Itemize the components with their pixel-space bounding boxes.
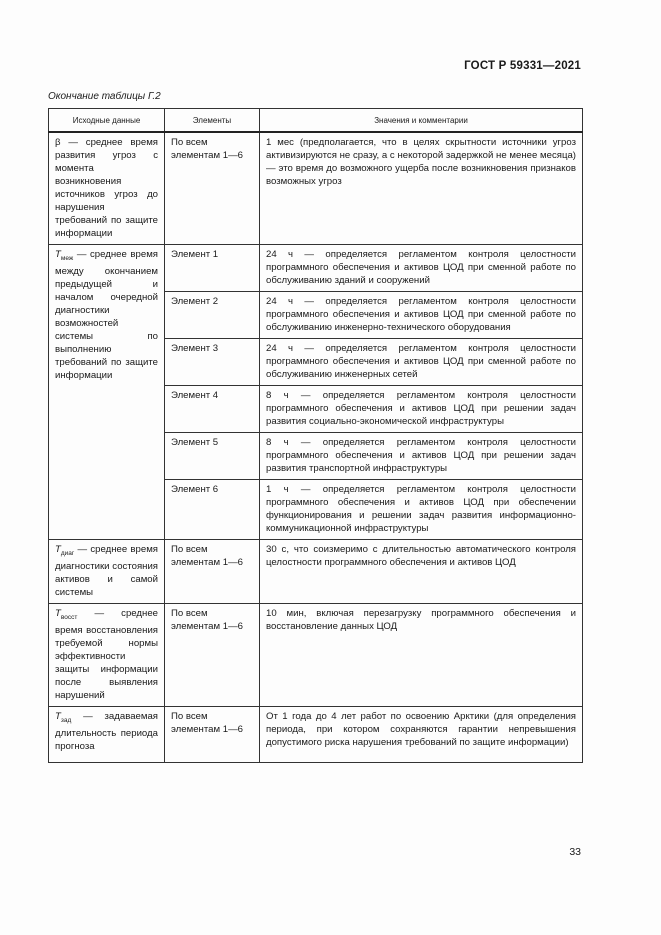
element-cell: Элемент 4 [165,386,260,433]
element-cell: По всем элементам 1—6 [165,540,260,604]
symbol-t: T [55,544,61,555]
column-header-elements: Элементы [165,109,260,133]
subscript-mezh: меж [60,255,74,262]
comment-cell: 10 мин, включая перезагрузку программного обеспечения и восстановление данных ЦОД [260,604,583,707]
param-t-diag [49,540,165,604]
comment-cell: 30 с, что соизмеримо с длительностью автоматического контроля целостности программного обеспечения и активов ЦОД [260,540,583,604]
param-t-vosst [49,604,165,707]
element-cell: Элемент 6 [165,480,260,540]
standard-header: ГОСТ Р 59331—2021 [464,60,581,72]
comment-cell: 8 ч — определяется регламентом контроля целостности программного обеспечения и активов ЦОД при решении задач развития транспортной инфраструктуры [260,433,583,480]
table-header-row [49,109,583,133]
comment-cell: 24 ч — определяется регламентом контроля целостности программного обеспечения и активов ЦОД при сменной работе по обслуживанию инженерно-технического оборудования [260,292,583,339]
element-cell: Элемент 1 [165,245,260,292]
data-table [48,108,583,763]
element-cell: Элемент 5 [165,433,260,480]
param-t-zad-text: — задаваемая длительность периода прогноза [55,711,158,752]
element-cell: Элемент 2 [165,292,260,339]
element-cell: По всем элементам 1—6 [165,132,260,245]
param-t-zad [49,707,165,763]
param-t-mezh-text: — среднее время между окончанием предыдущей и началом очередной диагностики возможностей системы по выполнению требований по защите информации [55,249,158,381]
symbol-t: T [55,249,61,260]
symbol-t: T [55,608,61,619]
table-row [49,245,583,292]
element-cell: По всем элементам 1—6 [165,604,260,707]
subscript-vosst: восст [60,614,78,621]
element-cell: Элемент 3 [165,339,260,386]
comment-cell: 24 ч — определяется регламентом контроля целостности программного обеспечения и активов ЦОД при сменной работе по обслуживанию зданий и сооружений [260,245,583,292]
symbol-t: T [55,711,61,722]
page-number: 33 [569,846,581,858]
param-t-mezh [49,245,165,540]
element-cell: По всем элементам 1—6 [165,707,260,763]
table-row [49,540,583,604]
comment-cell: 1 мес (предполагается, что в целях скрытности источники угроз активизируются не сразу, а с некоторой задержкой не менее месяца) — это время до возможного ущерба после возникновения признаков возможных угроз [260,132,583,245]
param-beta: β — среднее время развития угроз с момента возникновения источников угроз до нарушения требований по защите информации [49,132,165,245]
comment-cell: 8 ч — определяется регламентом контроля целостности программного обеспечения и активов ЦОД при решении задач развития социально-экономической инфраструктуры [260,386,583,433]
param-t-diag-text: — среднее время диагностики состояния активов и самой системы [55,544,158,598]
comment-cell: От 1 года до 4 лет работ по освоению Арктики (для определения периода, при котором сохраняются гарантии непревышения допустимого риска нарушения требований по защите информации) [260,707,583,763]
table-row [49,707,583,763]
subscript-diag: диаг [60,550,75,557]
comment-cell: 24 ч — определяется регламентом контроля целостности программного обеспечения и активов ЦОД при сменной работе по обслуживанию инженерных сетей [260,339,583,386]
column-header-source-data: Исходные данные [49,109,165,133]
table-row [49,132,583,245]
table-row [49,604,583,707]
subscript-zad: зад [60,717,72,724]
column-header-values: Значения и комментарии [260,109,583,133]
comment-cell: 1 ч — определяется регламентом контроля целостности программного обеспечения и активов ЦОД при обеспечении функционирования и решении задач развития информационно-коммуникационной инфраструктуры [260,480,583,540]
param-t-vosst-text: — среднее время восстановления требуемой нормы эффективности защиты информации после выявления нарушений [55,608,158,701]
table-caption: Окончание таблицы Г.2 [48,91,161,102]
